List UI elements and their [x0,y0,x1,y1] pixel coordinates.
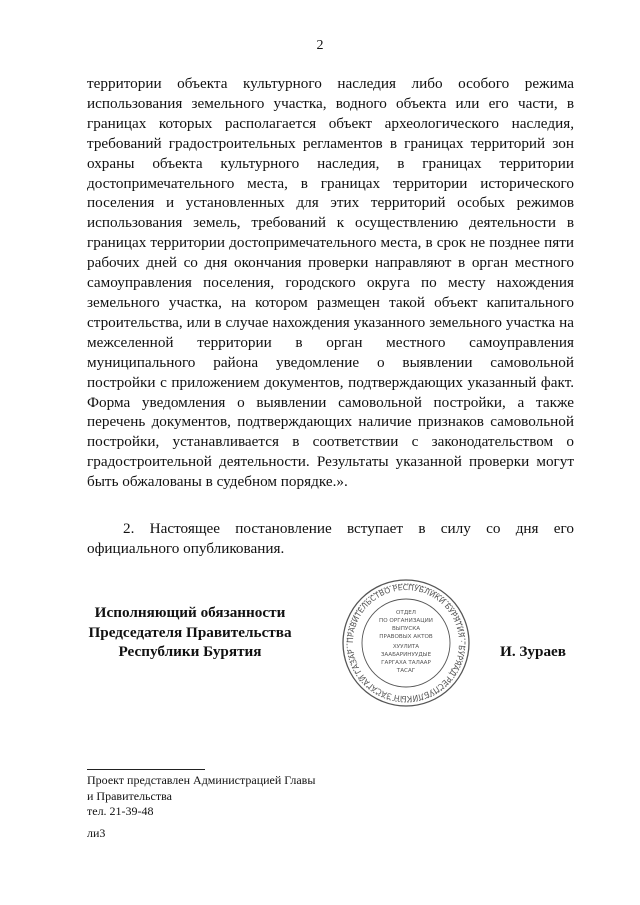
stamp-center-line: ВЫПУСКА [391,626,421,632]
paragraph-2: 2. Настоящее постановление вступает в силу со дня его официального опубликования. [87,520,574,557]
stamp-center-line: ПО ОРГАНИЗАЦИИ [379,618,433,624]
stamp-outer-text: ПРАВИТЕЛЬСТВО РЕСПУБЛИКИ БУРЯТИЯ · БУРЯАД РЕСПУБЛИКЫН ЗАСАГАЙ ГАЗАР [345,582,467,704]
stamp-center-line: ПРАВОВЫХ АКТОВ [379,634,433,640]
stamp-center-line: ЗААБАРИНУУДЫЕ [380,652,432,658]
footnote-phone: тел. 21-39-48 [87,804,154,818]
signature-title-line-1: Исполняющий обязанности [94,604,286,621]
typist-code: ли3 [87,826,106,840]
footnote-line-1: Проект представлен Администрацией Главы [87,773,316,787]
official-stamp [340,578,472,708]
signer-name: И. Зураев [500,643,567,660]
footnote-divider [87,769,205,770]
stamp-center-line: ОТДЕЛ [396,610,416,616]
page-number: 2 [316,38,324,53]
document-body [87,74,574,559]
stamp-center-line: ТАСАГ [396,668,416,674]
signature-title-line-2: Председателя Правительства [88,623,292,641]
footnote-line-2: и Правительства [87,788,172,803]
paragraph-1: территории объекта культурного наследия либо особого режима использования земельного участка, водного объекта или его части, в границах которых располагается объект археологического наследия, требований градостроительных регламентов в границах территорий зон охраны объекта культурного наследия, в границах территории достопримечательного места, в границах территории исторического поселения и установленных для этих территорий особых режимов использования земель, требований к осуществлению деятельности в границах территории достопримечательного места, в срок не позднее пяти рабочих дней со дня окончания проверки направляют в орган местного самоуправления поселения, городского округа по месту нахождения земельного участка, на котором размещен такой объект капитального строительства, или в случае нахождения указанного земельного участка на межселенной территории в орган местного самоуправления муниципального района уведомление о выявлении самовольной постройки с приложением документов, подтверждающих указанный факт. Форма уведомления о выявлении самовольной постройки, а также перечень документов, подтверждающих наличие признаков самовольной постройки, устанавливается в соответствии с законодательством о градостроительной деятельности. Результаты указанной проверки могут быть обжалованы в судебном порядке.». [87,75,574,491]
signature-title-block [72,603,308,662]
stamp-center-line: ГАРГАХА ТАЛААР [381,660,431,666]
footnote [87,773,315,820]
stamp-center-line: ХУУЛИТА [392,644,420,650]
signature-title-line-3: Республики Бурятия [118,643,262,660]
